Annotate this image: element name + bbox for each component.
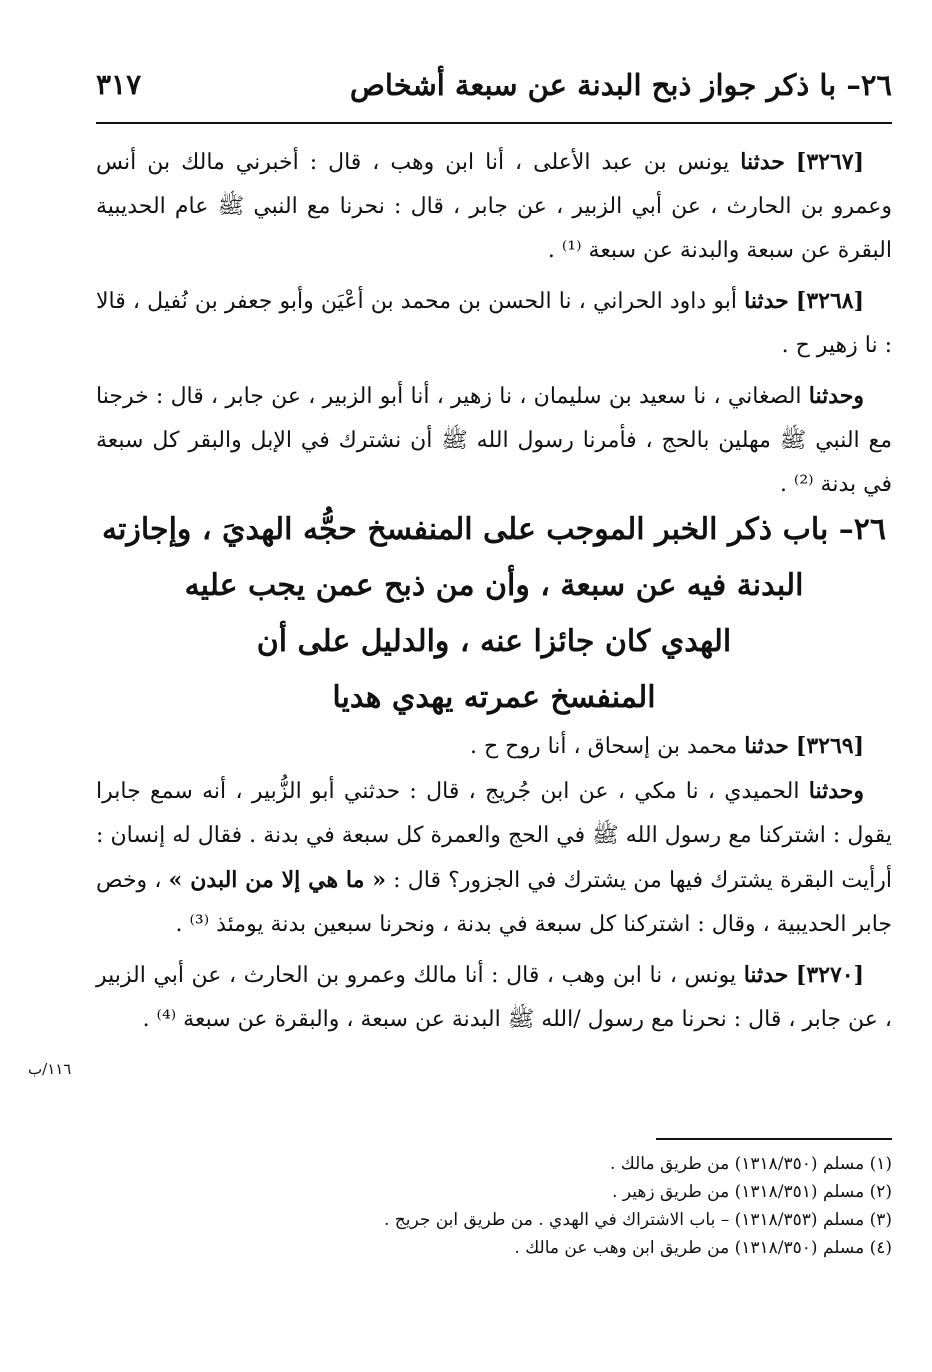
chapter-heading-line: الهدي كان جائزا عنه ، والدليل على أن xyxy=(256,624,732,659)
hadith-lead: حدثنا xyxy=(743,962,789,988)
footnote: (٤) مسلم (١٣١٨/٣٥٠) من طريق ابن وهب عن مالك . xyxy=(514,1238,892,1258)
manuscript-folio-note: ١١٦/ب xyxy=(28,1060,72,1078)
hadith-text: الصغاني ، نا سعيد بن سليمان ، نا زهير ، أنا أبو الزبير ، عن جابر ، قال : خرجنا مع النبي ﷺ مهلين بالحج ، فأمرنا رسول الله ﷺ أن نشترك في الإبل والبقر كل سبعة في بدنة ⁽²⁾ . xyxy=(96,384,892,497)
hadith-3268-chain xyxy=(96,374,892,507)
hadith-number: [٣٢٦٩] xyxy=(795,733,864,759)
footnote: (١) مسلم (١٣١٨/٣٥٠) من طريق مالك . xyxy=(609,1154,892,1174)
hadith-lead: حدثنا xyxy=(744,733,789,759)
hadith-number: [٣٢٦٨] xyxy=(795,288,865,314)
hadith-text: أبو داود الحراني ، نا الحسن بن محمد بن أعْيَن وأبو جعفر بن نُفيل ، قالا : نا زهير ح . xyxy=(96,289,892,358)
hadith-lead: وحدثنا xyxy=(808,778,864,804)
hadith-text: محمد بن إسحاق ، أنا روح ح . xyxy=(469,734,745,759)
hadith-number: [٣٢٧٠] xyxy=(795,962,864,988)
header-rule xyxy=(96,122,892,124)
page-number: ٣١٧ xyxy=(96,68,142,101)
hadith-3270 xyxy=(96,953,892,1042)
hadith-lead: حدثنا xyxy=(744,288,789,314)
hadith-block-2 xyxy=(96,724,892,1042)
hadith-block-1 xyxy=(96,140,892,507)
running-title: ٢٦– با ذكر جواز ذبح البدنة عن سبعة أشخاص xyxy=(349,68,892,102)
hadith-3269-chain xyxy=(96,769,892,947)
chapter-heading-line: البدنة فيه عن سبعة ، وأن من ذبح عمن يجب عليه xyxy=(184,568,804,603)
prophetic-quote: « ما هي إلا من البدن » xyxy=(168,867,386,893)
page-header xyxy=(96,62,892,112)
chapter-heading xyxy=(96,502,892,726)
hadith-text: الحميدي ، نا مكي ، عن ابن جُريج ، قال : حدثني أبو الزُّبير ، أنه سمع جابرا يقول : اشتركنا مع رسول الله ﷺ في الحج والعمرة كل سبعة في بدنة . فقال له إنسان : أرأيت البقرة يشترك فيها من يشترك في الجزور؟ قال : xyxy=(96,779,893,893)
hadith-number: [٣٢٦٧] xyxy=(795,149,865,175)
hadith-lead: حدثنا xyxy=(740,149,785,175)
hadith-lead: وحدثنا xyxy=(808,383,864,409)
hadith-3267 xyxy=(96,140,892,273)
hadith-text: يونس بن عبد الأعلى ، أنا ابن وهب ، قال : أخبرني مالك بن أنس وعمرو بن الحارث ، عن أبي الزبير ، عن جابر ، قال : نحرنا مع النبي ﷺ عام الحديبية البقرة عن سبعة والبدنة عن سبعة ⁽¹⁾ . xyxy=(96,150,892,263)
footnote: (٣) مسلم (١٣١٨/٣٥٣) – باب الاشتراك في الهدي . من طريق ابن جريج . xyxy=(383,1210,892,1230)
chapter-heading-line: المنفسخ عمرته يهدي هديا xyxy=(332,680,656,715)
footnote-rule xyxy=(656,1138,892,1140)
footnotes xyxy=(96,1150,892,1262)
hadith-text: يونس ، نا ابن وهب ، قال : أنا مالك وعمرو بن الحارث ، عن أبي الزبير ، عن جابر ، قال : نحرنا مع رسول /الله ﷺ البدنة عن سبعة ، والبقرة عن سبعة ⁽⁴⁾ . xyxy=(96,963,892,1032)
hadith-3269 xyxy=(96,724,892,769)
footnote: (٢) مسلم (١٣١٨/٣٥١) من طريق زهير . xyxy=(612,1182,892,1202)
hadith-3268 xyxy=(96,279,892,368)
hadith-text: ، وخص جابر الحديبية ، وقال : اشتركنا كل سبعة في بدنة ، ونحرنا سبعين بدنة يومئذ ⁽³⁾ . xyxy=(96,868,892,937)
chapter-heading-line: ٢٦– باب ذكر الخبر الموجب على المنفسخ حجُّه الهديَ ، وإجازته xyxy=(101,512,887,547)
